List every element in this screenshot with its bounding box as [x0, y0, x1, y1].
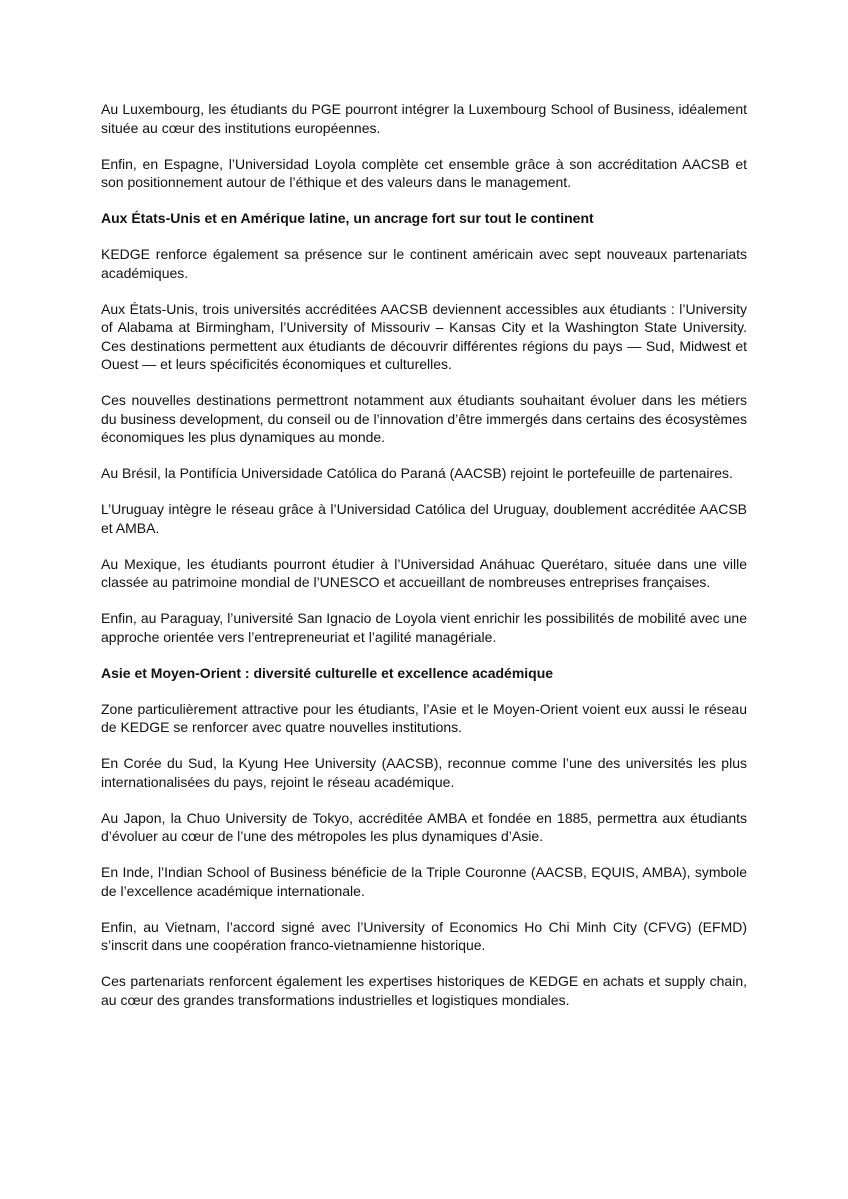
paragraph-nouvelles-destinations: Ces nouvelles destinations permettront notamment aux étudiants souhaitant évoluer dans les métiers du business development, du conseil ou de l’innovation d’être immergés dans certains des écosystèmes économiques les plus dynamiques au monde. — [101, 392, 747, 445]
paragraph-mexique: Au Mexique, les étudiants pourront étudier à l’Universidad Anáhuac Querétaro, située dans une ville classée au patrimoine mondial de l’UNESCO et accueillant de nombreuses entreprises françaises. — [101, 555, 747, 590]
paragraph-zone-asie: Zone particulièrement attractive pour les étudiants, l’Asie et le Moyen-Orient voient eux aussi le réseau de KEDGE se renforcer avec quatre nouvelles institutions. — [101, 700, 747, 735]
paragraph-japon: Au Japon, la Chuo University de Tokyo, accréditée AMBA et fondée en 1885, permettra aux étudiants d’évoluer au cœur de l’une des métropoles les plus dynamiques d’Asie. — [101, 809, 747, 844]
document-page — [101, 100, 747, 1027]
paragraph-luxembourg: Au Luxembourg, les étudiants du PGE pourront intégrer la Luxembourg School of Business, idéalement située au cœur des institutions européennes. — [101, 101, 747, 136]
paragraph-etats-unis: Aux États-Unis, trois universités accréditées AACSB deviennent accessibles aux étudiants : l’University of Alabama at Birmingham, l’University of Missouriv – Kansas City et la Washington State University. Ces destinations permettent aux étudiants de découvrir différentes régions du pays — Sud, Midwest et Ouest — et leurs spécificités économiques et culturelles. — [101, 300, 747, 372]
paragraph-paraguay: Enfin, au Paraguay, l’université San Ignacio de Loyola vient enrichir les possibilités de mobilité avec une approche orientée vers l’entrepreneuriat et l’agilité managériale. — [101, 610, 747, 645]
paragraph-inde: En Inde, l’Indian School of Business bénéficie de la Triple Couronne (AACSB, EQUIS, AMBA), symbole de l’excellence académique internationale. — [101, 864, 747, 899]
paragraph-kedge-amerique: KEDGE renforce également sa présence sur le continent américain avec sept nouveaux partenariats académiques. — [101, 246, 747, 281]
paragraph-uruguay: L’Uruguay intègre le réseau grâce à l’Universidad Católica del Uruguay, doublement accréditée AACSB et AMBA. — [101, 501, 747, 536]
paragraph-espagne: Enfin, en Espagne, l’Universidad Loyola complète cet ensemble grâce à son accréditation AACSB et son positionnement autour de l’éthique et des valeurs dans le management. — [101, 155, 747, 190]
paragraph-bresil: Au Brésil, la Pontifícia Universidade Católica do Paraná (AACSB) rejoint le portefeuille de partenaires. — [101, 465, 733, 481]
paragraph-coree: En Corée du Sud, la Kyung Hee University (AACSB), reconnue comme l’une des universités les plus internationalisées du pays, rejoint le réseau académique. — [101, 755, 747, 790]
paragraph-partenariats: Ces partenariats renforcent également les expertises historiques de KEDGE en achats et supply chain, au cœur des grandes transformations industrielles et logistiques mondiales. — [101, 973, 747, 1008]
section-heading-asie: Asie et Moyen-Orient : diversité culturelle et excellence académique — [101, 664, 554, 681]
section-heading-ameriques: Aux États-Unis et en Amérique latine, un ancrage fort sur tout le continent — [101, 210, 594, 226]
paragraph-vietnam: Enfin, au Vietnam, l’accord signé avec l’University of Economics Ho Chi Minh City (CFVG) (EFMD) s’inscrit dans une coopération franco-vietnamienne historique. — [101, 918, 747, 953]
